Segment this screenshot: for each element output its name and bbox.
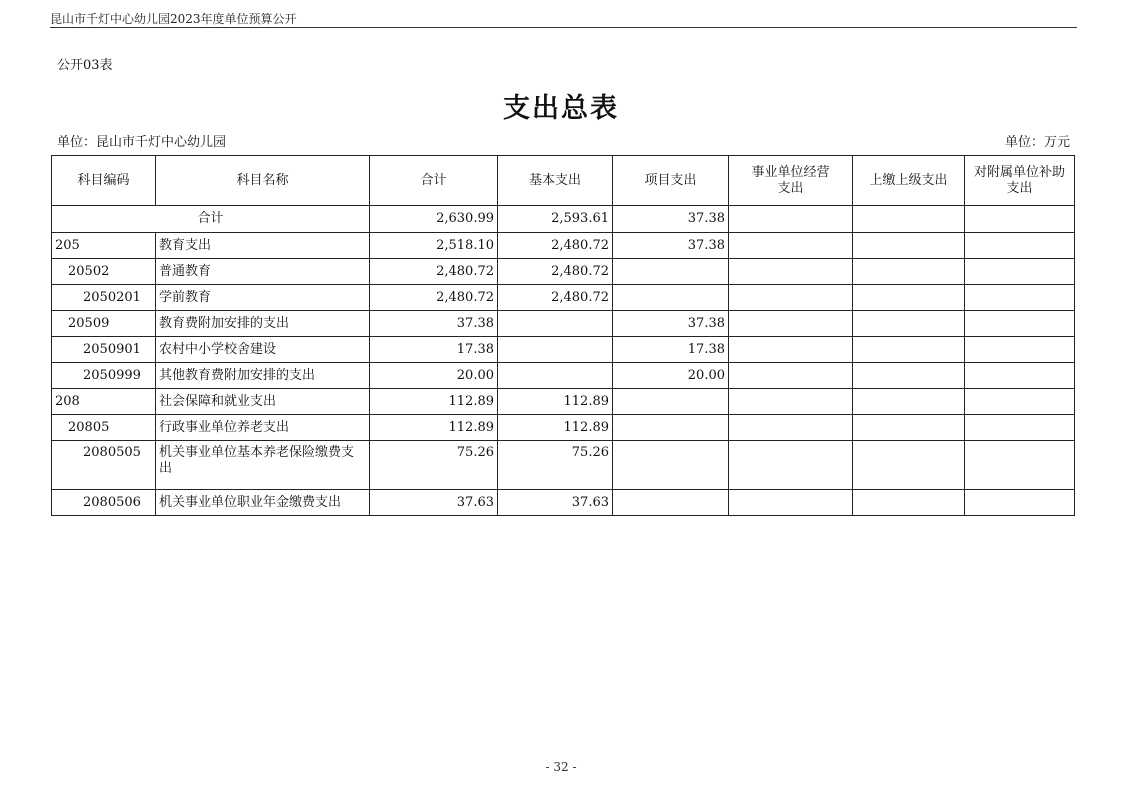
subsidy-cell [965,490,1075,516]
header-upper: 上缴上级支出 [853,156,965,206]
name-cell: 机关事业单位基本养老保险缴费支出 [156,441,370,490]
form-number: 公开03表 [57,58,113,73]
subsidy-cell [965,389,1075,415]
subsidy-cell [965,441,1075,490]
business-cell [729,363,853,389]
basic-cell [498,337,613,363]
table-row [52,337,1075,363]
business-cell [729,233,853,259]
subsidy-cell [965,233,1075,259]
header-project: 项目支出 [613,156,729,206]
header-subsidy: 对附属单位补助支出 [965,156,1075,206]
total-cell: 37.63 [370,490,498,516]
upper-cell [853,285,965,311]
table-row [52,285,1075,311]
total-cell: 17.38 [370,337,498,363]
total-cell: 112.89 [370,415,498,441]
code-cell: 205 [52,233,156,259]
name-cell: 机关事业单位职业年金缴费支出 [156,490,370,516]
basic-cell: 37.63 [498,490,613,516]
upper-cell [853,259,965,285]
upper-cell [853,337,965,363]
project-cell [613,441,729,490]
subsidy-cell [965,285,1075,311]
total-cell: 112.89 [370,389,498,415]
business-cell [729,490,853,516]
basic-cell: 112.89 [498,389,613,415]
table-row [52,363,1075,389]
total-label: 合计 [52,206,370,233]
code-cell: 208 [52,389,156,415]
basic-cell [498,363,613,389]
total-cell: 20.00 [370,363,498,389]
name-cell: 社会保障和就业支出 [156,389,370,415]
code-cell: 2050201 [52,285,156,311]
header-business: 事业单位经营支出 [729,156,853,206]
table-row [52,311,1075,337]
table-row [52,389,1075,415]
code-cell: 2080505 [52,441,156,490]
name-cell: 普通教育 [156,259,370,285]
business-cell [729,389,853,415]
business-cell [729,415,853,441]
subsidy-cell [965,415,1075,441]
name-cell: 其他教育费附加安排的支出 [156,363,370,389]
header-name: 科目名称 [156,156,370,206]
upper-cell [853,441,965,490]
project-cell: 17.38 [613,337,729,363]
project-cell: 37.38 [613,233,729,259]
basic-cell: 2,480.72 [498,259,613,285]
total-cell: 37.38 [370,311,498,337]
subsidy-cell [965,259,1075,285]
total-cell: 2,480.72 [370,285,498,311]
business-cell [729,441,853,490]
subsidy-cell [965,206,1075,233]
upper-cell [853,206,965,233]
subsidy-cell [965,311,1075,337]
page-number: - 32 - [545,760,577,774]
upper-cell [853,389,965,415]
project-cell [613,490,729,516]
project-cell: 20.00 [613,363,729,389]
upper-cell [853,490,965,516]
upper-cell [853,363,965,389]
upper-cell [853,415,965,441]
name-cell: 农村中小学校舍建设 [156,337,370,363]
table-row [52,441,1075,490]
name-cell: 教育费附加安排的支出 [156,311,370,337]
header-code: 科目编码 [52,156,156,206]
subsidy-cell [965,363,1075,389]
project-cell [613,285,729,311]
code-cell: 20502 [52,259,156,285]
name-cell: 学前教育 [156,285,370,311]
project-cell [613,259,729,285]
code-cell: 2050999 [52,363,156,389]
business-cell [729,337,853,363]
basic-cell: 75.26 [498,441,613,490]
header-total: 合计 [370,156,498,206]
basic-cell: 2,480.72 [498,285,613,311]
currency-unit: 单位：万元 [1004,135,1070,150]
basic-cell: 112.89 [498,415,613,441]
table-row [52,233,1075,259]
business-cell [729,311,853,337]
name-cell: 教育支出 [156,233,370,259]
business-cell [729,285,853,311]
code-cell: 20509 [52,311,156,337]
code-cell: 20805 [52,415,156,441]
total-cell: 75.26 [370,441,498,490]
header-basic: 基本支出 [498,156,613,206]
table-row [52,259,1075,285]
name-cell: 行政事业单位养老支出 [156,415,370,441]
organization-unit: 单位：昆山市千灯中心幼儿园 [57,135,227,150]
document-header-title: 昆山市千灯中心幼儿园2023年度单位预算公开 [50,12,297,26]
basic-cell [498,311,613,337]
total-cell: 2,480.72 [370,259,498,285]
header-divider [50,27,1077,28]
project-cell: 37.38 [613,206,729,233]
code-cell: 2080506 [52,490,156,516]
business-cell [729,206,853,233]
subsidy-cell [965,337,1075,363]
table-title: 支出总表 [503,93,619,124]
project-cell [613,389,729,415]
upper-cell [853,311,965,337]
basic-cell: 2,480.72 [498,233,613,259]
project-cell: 37.38 [613,311,729,337]
business-cell [729,259,853,285]
basic-cell: 2,593.61 [498,206,613,233]
project-cell [613,415,729,441]
total-cell: 2,518.10 [370,233,498,259]
code-cell: 2050901 [52,337,156,363]
total-cell: 2,630.99 [370,206,498,233]
expenditure-summary-table [51,155,1075,516]
table-row [52,415,1075,441]
header-row [52,156,1075,206]
total-row [52,206,1075,233]
upper-cell [853,233,965,259]
table-row [52,490,1075,516]
